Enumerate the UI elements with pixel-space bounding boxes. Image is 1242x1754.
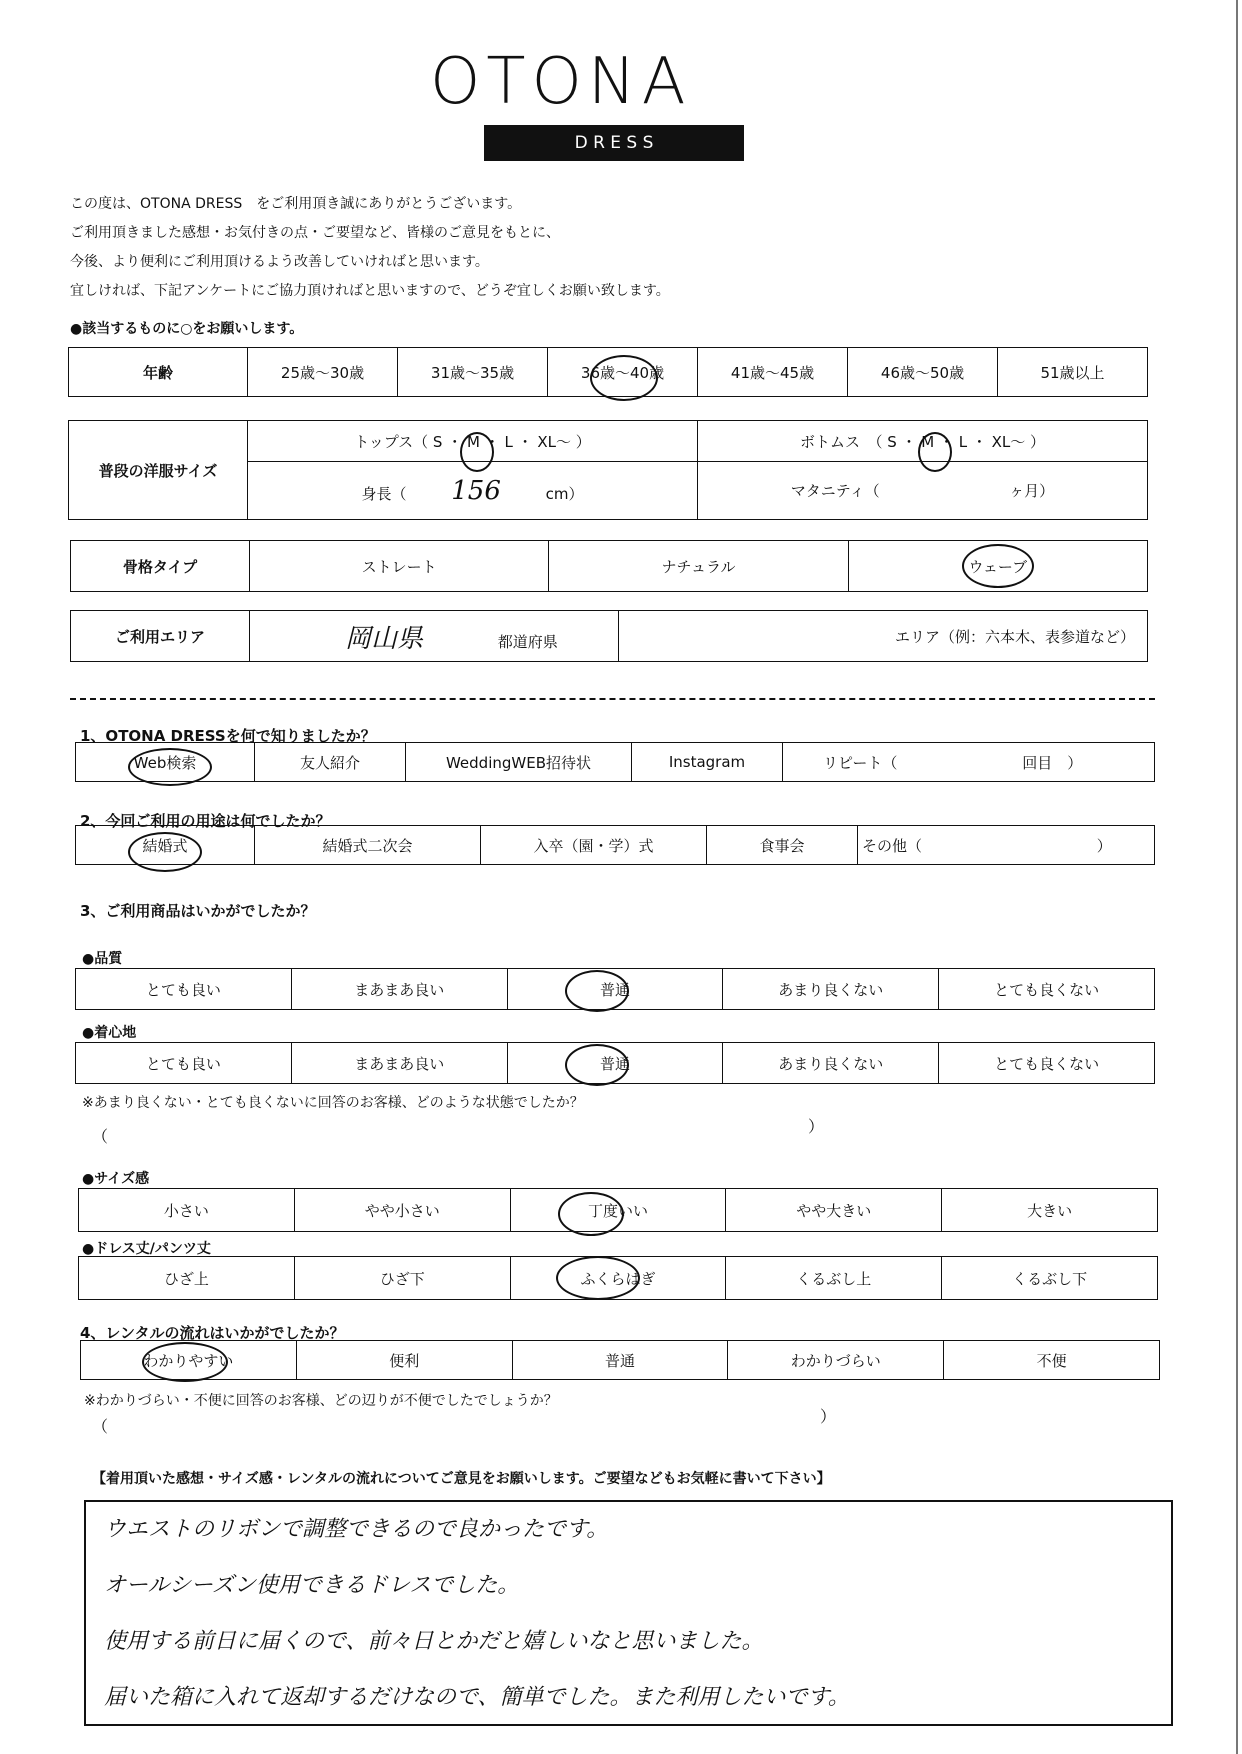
quality-option[interactable]: とても良くない bbox=[939, 969, 1155, 1010]
q4-note: ※わかりづらい・不便に回答のお客様、どの辺りが不便でしたでしょうか？ bbox=[84, 1393, 558, 1409]
age-option[interactable]: 25歳～30歳 bbox=[248, 348, 398, 397]
scan-edge bbox=[1236, 0, 1238, 1754]
instruction: ●該当するものに○をお願いします。 bbox=[70, 321, 304, 337]
size-label: 普段の洋服サイズ bbox=[69, 421, 248, 520]
comfort-label: ●着心地 bbox=[82, 1025, 137, 1041]
length-option[interactable]: くるぶし上 bbox=[726, 1257, 942, 1300]
body-type-option[interactable]: ナチュラル bbox=[549, 541, 848, 592]
quality-option[interactable]: まあまあ良い bbox=[291, 969, 507, 1010]
fit-option[interactable]: やや大きい bbox=[726, 1189, 942, 1232]
intro-line: 宜しければ、下記アンケートにご協力頂ければと思いますので、どうぞ宜しくお願い致します。 bbox=[70, 283, 670, 299]
maternity-field[interactable] bbox=[698, 462, 1148, 520]
q4-selection-circle bbox=[142, 1342, 228, 1382]
area-field[interactable]: エリア（例：六本木、表参道など） bbox=[619, 611, 1148, 662]
size-table bbox=[68, 420, 1148, 520]
intro-line: 今後、より便利にご利用頂けるよう改善していければと思います。 bbox=[70, 254, 489, 270]
q4-title: 4、レンタルの流れはいかがでしたか？ bbox=[80, 1324, 345, 1342]
bottoms-size[interactable]: ボトムス （ S ・ M ・ L ・ XL～ ） bbox=[698, 421, 1148, 462]
height-unit: cm） bbox=[545, 484, 584, 503]
comment-line: 届いた箱に入れて返却するだけなので、簡単でした。また利用したいです。 bbox=[104, 1685, 850, 1710]
comfort-option[interactable]: 普通 bbox=[507, 1043, 723, 1084]
length-option[interactable]: くるぶし下 bbox=[942, 1257, 1158, 1300]
comfort-option[interactable]: とても良くない bbox=[939, 1043, 1155, 1084]
comfort-option[interactable]: とても良い bbox=[76, 1043, 292, 1084]
height-label: 身長（ bbox=[361, 484, 407, 503]
body-type-option[interactable]: ストレート bbox=[250, 541, 549, 592]
comment-line: オールシーズン使用できるドレスでした。 bbox=[104, 1573, 520, 1598]
body-type-selection-circle bbox=[962, 544, 1034, 588]
length-label: ●ドレス丈/パンツ丈 bbox=[82, 1241, 211, 1257]
intro-text bbox=[70, 190, 670, 306]
bottoms-selection-circle bbox=[918, 432, 952, 472]
tops-selection-circle bbox=[460, 432, 494, 472]
q4-option[interactable]: わかりやすい bbox=[81, 1341, 297, 1380]
bad-note: ※あまり良くない・とても良くないに回答のお客様、どのような状態でしたか？ bbox=[82, 1095, 584, 1111]
bad-note-close: ） bbox=[808, 1117, 825, 1136]
q1-option[interactable]: WeddingWEB招待状 bbox=[406, 743, 632, 782]
comment-line: ウエストのリボンで調整できるので良かったです。 bbox=[104, 1517, 609, 1542]
fit-option[interactable]: 小さい bbox=[79, 1189, 295, 1232]
quality-selection-circle bbox=[565, 970, 629, 1012]
length-option[interactable]: ひざ下 bbox=[294, 1257, 510, 1300]
comfort-option[interactable]: あまり良くない bbox=[723, 1043, 939, 1084]
quality-option[interactable]: あまり良くない bbox=[723, 969, 939, 1010]
divider bbox=[70, 698, 1155, 700]
tops-size[interactable]: トップス（ S ・ M ・ L ・ XL～ ） bbox=[248, 421, 698, 462]
comment-heading: 【着用頂いた感想・サイズ感・レンタルの流れについてご意見をお願いします。ご要望などもお気軽に書いて下さい】 bbox=[92, 1471, 831, 1487]
q1-repeat-label: リピート（ bbox=[823, 753, 898, 772]
q1-option[interactable]: Web検索 bbox=[76, 743, 255, 782]
intro-line: この度は、OTONA DRESS をご利用頂き誠にありがとうございます。 bbox=[70, 196, 522, 212]
age-option[interactable]: 36歳～40歳 bbox=[548, 348, 698, 397]
q2-other-field[interactable] bbox=[858, 826, 1155, 865]
fit-selection-circle bbox=[558, 1192, 624, 1236]
fit-option[interactable]: 丁度いい bbox=[510, 1189, 726, 1232]
q2-selection-circle bbox=[128, 832, 202, 872]
q1-title: 1、OTONA DRESSを何で知りましたか？ bbox=[80, 727, 376, 745]
fit-label: ●サイズ感 bbox=[82, 1171, 150, 1187]
comment-line: 使用する前日に届くので、前々日とかだと嬉しいなと思いました。 bbox=[104, 1629, 764, 1654]
brand-logo: OTONA bbox=[430, 45, 692, 119]
q1-selection-circle bbox=[128, 748, 212, 786]
q4-option[interactable]: わかりづらい bbox=[728, 1341, 944, 1380]
quality-option[interactable]: 普通 bbox=[507, 969, 723, 1010]
quality-label: ●品質 bbox=[82, 951, 123, 967]
q4-note-open: （ bbox=[92, 1417, 109, 1436]
comment-box[interactable] bbox=[84, 1500, 1173, 1726]
age-option[interactable]: 41歳～45歳 bbox=[698, 348, 848, 397]
quality-option[interactable]: とても良い bbox=[76, 969, 292, 1010]
age-label: 年齢 bbox=[69, 348, 248, 397]
prefecture-suffix: 都道府県 bbox=[497, 632, 558, 651]
q2-other-close: ） bbox=[1096, 836, 1112, 855]
body-type-option[interactable]: ウェーブ bbox=[848, 541, 1147, 592]
fit-option[interactable]: やや小さい bbox=[294, 1189, 510, 1232]
q4-table bbox=[80, 1340, 1160, 1380]
q4-note-close: ） bbox=[820, 1407, 837, 1426]
q4-option[interactable]: 普通 bbox=[512, 1341, 728, 1380]
q4-option[interactable]: 不便 bbox=[944, 1341, 1160, 1380]
q2-option[interactable]: 結婚式二次会 bbox=[255, 826, 481, 865]
q2-title: 2、今回ご利用の用途は何でしたか？ bbox=[80, 812, 331, 830]
q4-option[interactable]: 便利 bbox=[296, 1341, 512, 1380]
prefecture-value: 岡山県 bbox=[345, 623, 424, 654]
length-option[interactable]: ふくらはぎ bbox=[510, 1257, 726, 1300]
age-option[interactable]: 31歳～35歳 bbox=[398, 348, 548, 397]
intro-line: ご利用頂きました感想・お気付きの点・ご要望など、皆様のご意見をもとに、 bbox=[70, 225, 560, 241]
area-label: ご利用エリア bbox=[71, 611, 250, 662]
brand-sub-text: D R E S S bbox=[574, 133, 654, 153]
q1-repeat-count: 回目 ） bbox=[1022, 753, 1083, 772]
area-table bbox=[70, 610, 1148, 662]
prefecture-field[interactable] bbox=[250, 611, 619, 662]
fit-option[interactable]: 大きい bbox=[942, 1189, 1158, 1232]
q2-option[interactable]: 食事会 bbox=[707, 826, 858, 865]
height-value: 156 bbox=[451, 475, 501, 506]
maternity-unit: ヶ月） bbox=[1009, 482, 1055, 501]
comfort-selection-circle bbox=[565, 1044, 629, 1086]
q2-table bbox=[75, 825, 1155, 865]
age-option[interactable]: 46歳～50歳 bbox=[848, 348, 998, 397]
age-selection-circle bbox=[590, 355, 658, 401]
q2-other-label: その他（ bbox=[862, 836, 923, 855]
body-type-label: 骨格タイプ bbox=[71, 541, 250, 592]
length-selection-circle bbox=[556, 1256, 640, 1300]
q1-repeat-field[interactable] bbox=[783, 743, 1155, 782]
age-option[interactable]: 51歳以上 bbox=[998, 348, 1148, 397]
q3-title: 3、ご利用商品はいかがでしたか？ bbox=[80, 902, 316, 920]
brand-sub-logo bbox=[484, 125, 744, 161]
length-option[interactable]: ひざ上 bbox=[79, 1257, 295, 1300]
q2-option[interactable]: 入卒（園・学）式 bbox=[481, 826, 707, 865]
bad-note-open: （ bbox=[92, 1127, 109, 1146]
q1-option[interactable]: Instagram bbox=[632, 743, 783, 782]
comfort-option[interactable]: まあまあ良い bbox=[291, 1043, 507, 1084]
q1-option[interactable]: 友人紹介 bbox=[255, 743, 406, 782]
q1-table bbox=[75, 742, 1155, 782]
q2-option[interactable]: 結婚式 bbox=[76, 826, 255, 865]
maternity-label: マタニティ（ bbox=[790, 482, 880, 501]
